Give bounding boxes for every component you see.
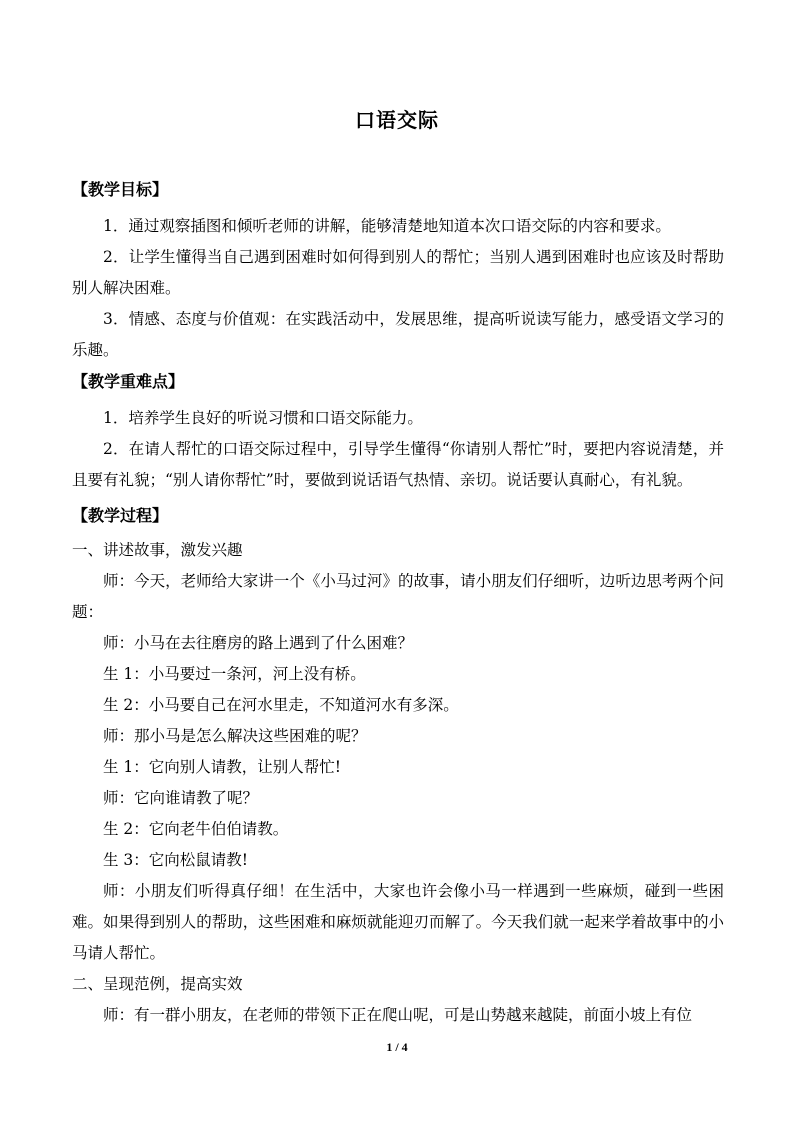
dialogue-line: 师：小朋友们听得真仔细！在生活中，大家也许会像小马一样遇到一些麻烦，碰到一些困难。如果得到别人的帮助，这些困难和麻烦就能迎刃而解了。今天我们就一起来学着故事中的小马请人帮忙。 (72, 882, 724, 962)
dialogue-line: 生 1：它向别人请教，让别人帮忙! (103, 758, 342, 776)
dialogue-line: 师：那小马是怎么解决这些困难的呢？ (103, 727, 367, 745)
dialogue-line: 师：今天，老师给大家讲一个《小马过河》的故事，请小朋友们仔细听，边听边思考两个问题： (72, 572, 724, 621)
dialogue-line: 生 1：小马要过一条河，河上没有桥。 (103, 665, 366, 683)
goal-item: 2．让学生懂得当自己遇到困难时如何得到别人的帮忙；当别人遇到困难时也应该及时帮助别人解决困难。 (72, 248, 724, 297)
document-body (72, 174, 724, 1031)
key-point-item: 2．在请人帮忙的口语交际过程中，引导学生懂得“你请别人帮忙”时，要把内容说清楚，并且要有礼貌；“别人请你帮忙”时，要做到说话语气热情、亲切。说话要认真耐心，有礼貌。 (72, 440, 724, 489)
page-number: 1 / 4 (386, 1040, 408, 1054)
section-heading-process: 【教学过程】 (72, 506, 169, 525)
process-part-2-title: 二、呈现范例，提高实效 (72, 975, 243, 993)
goal-item: 3．情感、态度与价值观：在实践活动中，发展思维，提高听说读写能力，感受语文学习的乐趣。 (72, 310, 724, 359)
dialogue-line: 师：小马在去往磨房的路上遇到了什么困难？ (103, 634, 414, 652)
key-point-item: 1．培养学生良好的听说习惯和口语交际能力。 (103, 409, 423, 427)
dialogue-line: 师：有一群小朋友，在老师的带领下正在爬山呢，可是山势越来越陡，前面小坡上有位 (103, 1006, 693, 1024)
dialogue-line: 生 2：它向老牛伯伯请教。 (103, 820, 289, 838)
section-heading-key-points: 【教学重难点】 (72, 372, 185, 391)
section-heading-goals: 【教学目标】 (72, 180, 169, 199)
dialogue-line: 师：它向谁请教了呢？ (103, 789, 259, 807)
dialogue-line: 生 2：小马要自己在河水里走，不知道河水有多深。 (103, 696, 459, 714)
process-part-1-title: 一、讲述故事，激发兴趣 (72, 541, 243, 559)
page-title: 口语交际 (355, 108, 439, 132)
goal-item: 1．通过观察插图和倾听老师的讲解，能够清楚地知道本次口语交际的内容和要求。 (103, 217, 671, 235)
dialogue-line: 生 3：它向松鼠请教! (103, 851, 249, 869)
